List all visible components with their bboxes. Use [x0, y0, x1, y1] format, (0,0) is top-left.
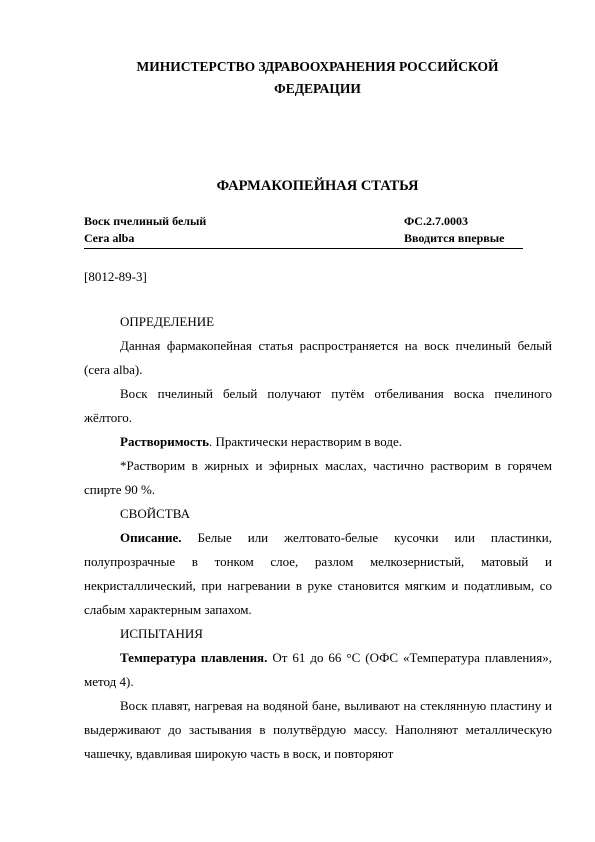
description-paragraph: [84, 526, 552, 622]
ministry-line-1: МИНИСТЕРСТВО ЗДРАВООХРАНЕНИЯ РОССИЙСКОЙ: [136, 59, 499, 74]
melting-point-paragraph: [84, 646, 552, 694]
document-type-title: ФАРМАКОПЕЙНАЯ СТАТЬЯ: [216, 178, 419, 194]
solubility-note-paragraph: *Растворим в жирных и эфирных маслах, частично растворим в горячем спирте 90 %.: [84, 458, 552, 497]
cas-number: [8012-89-3]: [84, 269, 147, 284]
substance-name-ru: Воск пчелиный белый: [84, 214, 207, 228]
description-term: Описание.: [120, 530, 182, 545]
monograph-status: Вводится впервые: [404, 231, 505, 245]
solubility-text: . Практически нерастворим в воде.: [208, 434, 402, 449]
melting-point-text: От 61 до 66 °С (ОФС «Температура плавления», метод 4).: [84, 650, 552, 689]
solubility-term: Растворимость: [120, 434, 209, 449]
monograph-header-row-2: [84, 230, 523, 247]
ministry-line-2: ФЕДЕРАЦИИ: [274, 81, 361, 96]
section-heading-properties: СВОЙСТВА: [120, 506, 190, 521]
ministry-header: [84, 56, 551, 100]
definition-paragraph-2: Воск пчелиный белый получают путём отбеливания воска пчелиного жёлтого.: [84, 386, 552, 425]
section-heading-definition: ОПРЕДЕЛЕНИЕ: [120, 314, 215, 329]
description-text: Белые или желтовато-белые кусочки или пластинки, полупрозрачные в тонком слое, разлом мелкозернистый, матовый и некристаллический, при нагревании в руке становится мягким и податливым, со слабым характерным запахом.: [84, 530, 552, 617]
monograph-header: [84, 213, 523, 249]
monograph-header-row-1: [84, 213, 523, 230]
melting-point-term: Температура плавления.: [120, 650, 268, 665]
monograph-body: [84, 310, 552, 766]
substance-name-lat: Cera alba: [84, 231, 135, 245]
solubility-paragraph: [84, 430, 552, 454]
definition-paragraph-1: Данная фармакопейная статья распространяется на воск пчелиный белый (cera alba).: [84, 338, 552, 377]
section-heading-tests: ИСПЫТАНИЯ: [120, 626, 203, 641]
monograph-code: ФС.2.7.0003: [404, 214, 468, 228]
melting-procedure-paragraph: Воск плавят, нагревая на водяной бане, выливают на стеклянную пластину и выдерживают до застывания в полутвёрдую массу. Наполняют металлическую чашечку, вдавливая широкую часть в воск, и повторяют: [84, 698, 552, 761]
